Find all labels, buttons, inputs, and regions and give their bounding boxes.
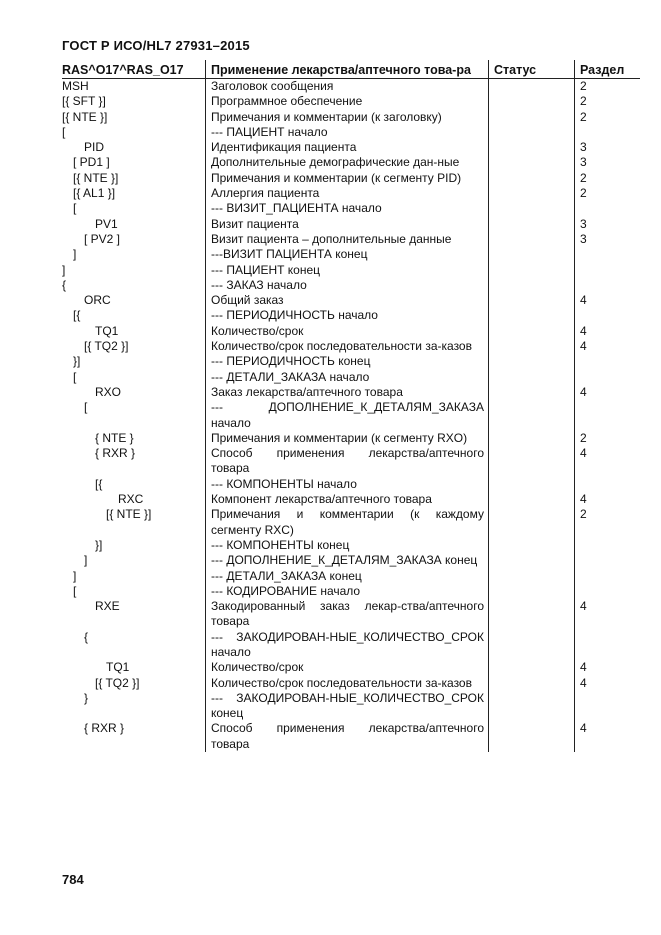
segment-cell: [{ AL1 }] <box>73 186 116 201</box>
table-row <box>62 171 640 186</box>
segment-cell: [{ <box>73 308 81 323</box>
table-row <box>62 155 640 170</box>
segment-cell: { NTE } <box>95 430 134 445</box>
segment-cell: TQ1 <box>106 660 130 675</box>
section-cell: 4 <box>575 293 641 308</box>
table-row <box>62 125 640 140</box>
table-row <box>62 370 640 385</box>
section-cell: 3 <box>575 140 641 155</box>
section-cell: 2 <box>575 431 641 446</box>
table-row <box>62 400 640 431</box>
table-row <box>62 477 640 492</box>
section-cell: 4 <box>575 446 641 477</box>
status-cell <box>489 263 575 278</box>
description-cell: --- ДОПОЛНЕНИЕ_К_ДЕТАЛЯМ_ЗАКАЗА начало <box>206 400 489 431</box>
section-cell: 2 <box>575 110 641 125</box>
table-header-row <box>62 60 640 79</box>
segment-cell: ] <box>62 262 66 277</box>
section-cell <box>575 584 641 599</box>
description-cell: Заказ лекарства/аптечного товара <box>206 385 489 400</box>
status-cell <box>489 569 575 584</box>
table-row <box>62 660 640 675</box>
section-cell: 2 <box>575 79 641 95</box>
table-row <box>62 79 640 95</box>
table-row <box>62 569 640 584</box>
segment-table <box>62 60 640 752</box>
segment-cell: { <box>62 277 67 292</box>
status-cell <box>489 599 575 630</box>
description-cell: --- ПЕРИОДИЧНОСТЬ конец <box>206 354 489 369</box>
status-cell <box>489 125 575 140</box>
description-cell: Количество/срок последовательности за-казов <box>206 676 489 691</box>
segment-cell: { <box>84 629 89 644</box>
description-cell: Идентификация пациента <box>206 140 489 155</box>
segment-cell: MSH <box>62 79 89 93</box>
section-cell <box>575 201 641 216</box>
status-cell <box>489 324 575 339</box>
section-cell <box>575 263 641 278</box>
table-row <box>62 538 640 553</box>
status-cell <box>489 676 575 691</box>
status-cell <box>489 507 575 538</box>
segment-cell: { RXR } <box>95 446 136 461</box>
section-cell <box>575 630 641 661</box>
description-cell: Количество/срок <box>206 660 489 675</box>
section-cell <box>575 370 641 385</box>
table-row <box>62 721 640 752</box>
section-cell: 4 <box>575 721 641 752</box>
column-header-status: Статус <box>489 60 575 79</box>
status-cell <box>489 630 575 661</box>
table-row <box>62 599 640 630</box>
table-row <box>62 217 640 232</box>
status-cell <box>489 553 575 568</box>
segment-cell: ORC <box>84 293 111 308</box>
description-cell: --- ПАЦИЕНТ начало <box>206 125 489 140</box>
table-row <box>62 308 640 323</box>
description-cell: Дополнительные демографические дан-ные <box>206 155 489 170</box>
description-cell: Способ применения лекарства/аптечного товара <box>206 446 489 477</box>
description-cell: --- ДЕТАЛИ_ЗАКАЗА начало <box>206 370 489 385</box>
segment-cell: [{ TQ2 }] <box>95 675 140 690</box>
description-cell: Количество/срок последовательности за-казов <box>206 339 489 354</box>
description-cell: Примечания и комментарии (к заголовку) <box>206 110 489 125</box>
segment-cell: } <box>84 690 89 705</box>
segment-cell: [ PD1 ] <box>73 155 110 170</box>
segment-cell: [ <box>73 201 77 216</box>
description-cell: Примечания и комментарии (к каждому сегменту RXC) <box>206 507 489 538</box>
segment-cell: }] <box>95 537 103 552</box>
description-cell: --- КОМПОНЕНТЫ начало <box>206 477 489 492</box>
status-cell <box>489 721 575 752</box>
status-cell <box>489 431 575 446</box>
description-cell: --- КОМПОНЕНТЫ конец <box>206 538 489 553</box>
column-header-segment: RAS^O17^RAS_O17 <box>62 60 206 79</box>
status-cell <box>489 217 575 232</box>
status-cell <box>489 155 575 170</box>
segment-cell: [{ NTE }] <box>106 507 152 522</box>
table-row <box>62 293 640 308</box>
status-cell <box>489 94 575 109</box>
description-cell: Заголовок сообщения <box>206 79 489 95</box>
table-row <box>62 339 640 354</box>
section-cell: 4 <box>575 385 641 400</box>
description-cell: Общий заказ <box>206 293 489 308</box>
table-body <box>62 79 640 753</box>
status-cell <box>489 400 575 431</box>
status-cell <box>489 201 575 216</box>
column-header-section: Раздел <box>575 60 641 79</box>
section-cell <box>575 247 641 262</box>
table-row <box>62 630 640 661</box>
table-row <box>62 201 640 216</box>
segment-cell: [ <box>73 369 77 384</box>
section-cell <box>575 125 641 140</box>
description-cell: Закодированный заказ лекар-ства/аптечного товара <box>206 599 489 630</box>
table-row <box>62 507 640 538</box>
status-cell <box>489 370 575 385</box>
section-cell: 4 <box>575 660 641 675</box>
table-row <box>62 354 640 369</box>
section-cell: 4 <box>575 676 641 691</box>
description-cell: --- ЗАКАЗ начало <box>206 278 489 293</box>
status-cell <box>489 171 575 186</box>
description-cell: Способ применения лекарства/аптечного товара <box>206 721 489 752</box>
section-cell <box>575 691 641 722</box>
section-cell: 4 <box>575 492 641 507</box>
description-cell: --- ЗАКОДИРОВАН-НЫЕ_КОЛИЧЕСТВО_СРОК начало <box>206 630 489 661</box>
page-number: 784 <box>62 872 84 887</box>
status-cell <box>489 79 575 95</box>
description-cell: Количество/срок <box>206 324 489 339</box>
status-cell <box>489 232 575 247</box>
segment-cell: [{ NTE }] <box>62 109 108 124</box>
status-cell <box>489 247 575 262</box>
section-cell <box>575 569 641 584</box>
segment-cell: [{ <box>95 476 103 491</box>
status-cell <box>489 339 575 354</box>
description-cell: Визит пациента <box>206 217 489 232</box>
table-row <box>62 431 640 446</box>
description-cell: --- ДЕТАЛИ_ЗАКАЗА конец <box>206 569 489 584</box>
segment-cell: ] <box>84 553 88 568</box>
segment-cell: ] <box>73 247 77 262</box>
section-cell: 2 <box>575 186 641 201</box>
table-row <box>62 278 640 293</box>
status-cell <box>489 446 575 477</box>
segment-cell: [ PV2 ] <box>84 231 121 246</box>
section-cell <box>575 400 641 431</box>
section-cell <box>575 538 641 553</box>
segment-cell: RXE <box>95 599 120 614</box>
description-cell: --- ПАЦИЕНТ конец <box>206 263 489 278</box>
segment-cell: [ <box>84 400 88 415</box>
section-cell: 4 <box>575 324 641 339</box>
status-cell <box>489 691 575 722</box>
table-row <box>62 492 640 507</box>
status-cell <box>489 538 575 553</box>
section-cell <box>575 477 641 492</box>
segment-cell: [ <box>62 124 66 139</box>
status-cell <box>489 492 575 507</box>
table-row <box>62 553 640 568</box>
status-cell <box>489 110 575 125</box>
status-cell <box>489 293 575 308</box>
section-cell <box>575 278 641 293</box>
section-cell: 2 <box>575 507 641 538</box>
description-cell: Аллергия пациента <box>206 186 489 201</box>
segment-cell: [ <box>73 583 77 598</box>
table-row <box>62 676 640 691</box>
table-row <box>62 232 640 247</box>
status-cell <box>489 477 575 492</box>
table-row <box>62 110 640 125</box>
table-row <box>62 584 640 599</box>
table-row <box>62 263 640 278</box>
section-cell: 3 <box>575 155 641 170</box>
segment-cell: PV1 <box>95 216 118 231</box>
table-row <box>62 324 640 339</box>
section-cell <box>575 354 641 369</box>
column-header-description: Применение лекарства/аптечного това-ра <box>206 60 489 79</box>
segment-cell: TQ1 <box>95 323 119 338</box>
status-cell <box>489 186 575 201</box>
status-cell <box>489 385 575 400</box>
status-cell <box>489 308 575 323</box>
description-cell: Компонент лекарства/аптечного товара <box>206 492 489 507</box>
status-cell <box>489 660 575 675</box>
status-cell <box>489 140 575 155</box>
section-cell: 3 <box>575 217 641 232</box>
description-cell: --- КОДИРОВАНИЕ начало <box>206 584 489 599</box>
segment-cell: RXC <box>118 492 144 507</box>
status-cell <box>489 354 575 369</box>
status-cell <box>489 278 575 293</box>
segment-cell: { RXR } <box>84 721 125 736</box>
segment-cell: [{ SFT }] <box>62 94 106 109</box>
description-cell: Программное обеспечение <box>206 94 489 109</box>
description-cell: Визит пациента – дополнительные данные <box>206 232 489 247</box>
description-cell: --- ЗАКОДИРОВАН-НЫЕ_КОЛИЧЕСТВО_СРОК конец <box>206 691 489 722</box>
document-title: ГОСТ Р ИСО/HL7 27931–2015 <box>62 38 250 53</box>
table-row <box>62 94 640 109</box>
description-cell: Примечания и комментарии (к сегменту RXO) <box>206 431 489 446</box>
description-cell: Примечания и комментарии (к сегменту PID) <box>206 171 489 186</box>
table-row <box>62 446 640 477</box>
section-cell: 2 <box>575 171 641 186</box>
segment-cell: }] <box>73 354 81 369</box>
table-row <box>62 140 640 155</box>
section-cell <box>575 308 641 323</box>
description-cell: --- ПЕРИОДИЧНОСТЬ начало <box>206 308 489 323</box>
segment-cell: PID <box>84 140 105 155</box>
table-row <box>62 385 640 400</box>
description-cell: ---ВИЗИТ ПАЦИЕНТА конец <box>206 247 489 262</box>
section-cell: 4 <box>575 599 641 630</box>
table-row <box>62 247 640 262</box>
description-cell: --- ВИЗИТ_ПАЦИЕНТА начало <box>206 201 489 216</box>
segment-cell: [{ NTE }] <box>73 170 119 185</box>
description-cell: --- ДОПОЛНЕНИЕ_К_ДЕТАЛЯМ_ЗАКАЗА конец <box>206 553 489 568</box>
status-cell <box>489 584 575 599</box>
section-cell <box>575 553 641 568</box>
segment-cell: RXO <box>95 384 122 399</box>
section-cell: 3 <box>575 232 641 247</box>
table-row <box>62 186 640 201</box>
segment-cell: ] <box>73 568 77 583</box>
table-row <box>62 691 640 722</box>
section-cell: 4 <box>575 339 641 354</box>
section-cell: 2 <box>575 94 641 109</box>
segment-cell: [{ TQ2 }] <box>84 339 129 354</box>
